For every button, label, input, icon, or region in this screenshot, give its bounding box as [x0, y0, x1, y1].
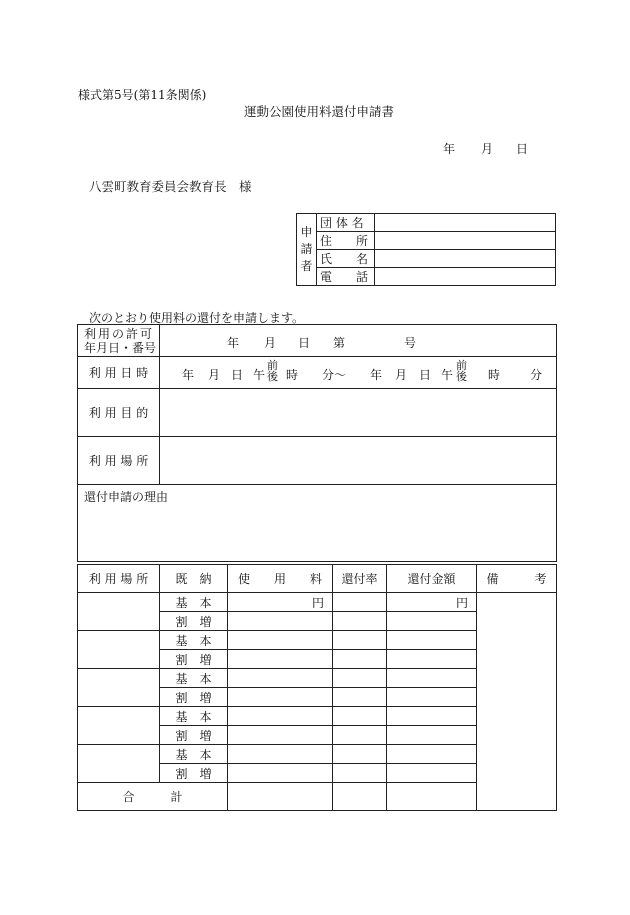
fee-row-kihon-label: 基 本 — [160, 707, 228, 726]
dt-start-go: 午 — [253, 368, 266, 382]
total-fee[interactable] — [228, 783, 333, 811]
dt-end-minute: 分 — [530, 368, 543, 382]
purpose-label: 利 用 目 的 — [78, 389, 160, 437]
applicant-name-label: 氏 名 — [317, 250, 375, 268]
fee-row-place[interactable] — [78, 707, 160, 745]
fee-row-warimashi-amount[interactable] — [387, 764, 477, 783]
col-header-place: 利 用 場 所 — [78, 565, 160, 593]
fee-row-warimashi-amount[interactable] — [387, 650, 477, 669]
col-header-refund-rate: 還付率 — [333, 565, 387, 593]
fee-row-kihon-label: 基 本 — [160, 745, 228, 764]
fee-row-kihon-rate[interactable] — [333, 669, 387, 688]
applicant-org-label: 団 体 名 — [317, 214, 375, 232]
dt-end-ampm: 前 後 — [456, 359, 467, 383]
date-day-label: 日 — [516, 142, 529, 156]
fee-row-kihon-rate[interactable] — [333, 707, 387, 726]
total-label: 合 計 — [78, 783, 228, 811]
dt-start-month: 月 — [208, 368, 221, 382]
fee-row-warimashi-label: 割 増 — [160, 650, 228, 669]
fee-row-warimashi-fee[interactable] — [228, 764, 333, 783]
usage-info-table — [77, 324, 557, 562]
dt-end-hour: 時 — [488, 368, 501, 382]
fee-row-warimashi-amount[interactable] — [387, 612, 477, 631]
fee-row-kihon-amount[interactable] — [387, 707, 477, 726]
yen-unit: 円 — [455, 595, 468, 610]
fee-row-warimashi-rate[interactable] — [333, 612, 387, 631]
fee-row-kihon-amount[interactable] — [387, 631, 477, 650]
fee-row-kihon-amount[interactable] — [387, 745, 477, 764]
place-label: 利 用 場 所 — [78, 437, 160, 485]
fee-row-place[interactable] — [78, 745, 160, 783]
fee-row-warimashi-rate[interactable] — [333, 688, 387, 707]
dt-start-day: 日 — [231, 368, 244, 382]
permit-day: 日 — [298, 336, 311, 350]
fee-row-warimashi-fee[interactable] — [228, 650, 333, 669]
permit-field[interactable] — [160, 325, 557, 357]
fee-row-kihon-amount[interactable] — [387, 669, 477, 688]
fee-row-warimashi-fee[interactable] — [228, 612, 333, 631]
fee-row-warimashi-fee[interactable] — [228, 726, 333, 745]
applicant-phone-field[interactable] — [375, 268, 556, 286]
applicant-phone-label: 電 話 — [317, 268, 375, 286]
form-title: 運動公園使用料還付申請書 — [244, 104, 395, 119]
total-rate[interactable] — [333, 783, 387, 811]
datetime-field[interactable] — [160, 357, 557, 389]
applicant-address-field[interactable] — [375, 232, 556, 250]
fee-row-kihon-fee[interactable] — [228, 669, 333, 688]
fee-row-place[interactable] — [78, 669, 160, 707]
dt-start-ampm: 前 後 — [267, 359, 278, 383]
permit-no-suffix: 号 — [404, 336, 417, 350]
form-number: 様式第5号(第11条関係) — [78, 88, 207, 102]
col-header-fee: 使 用 料 — [228, 565, 333, 593]
place-field[interactable] — [160, 437, 557, 485]
fee-row-warimashi-rate[interactable] — [333, 764, 387, 783]
dt-start-year: 年 — [182, 368, 195, 382]
fee-row-warimashi-label: 割 増 — [160, 688, 228, 707]
applicant-table — [296, 213, 556, 286]
fee-row-warimashi-rate[interactable] — [333, 650, 387, 669]
col-header-refund-amount: 還付金額 — [387, 565, 477, 593]
dt-start-minute: 分〜 — [322, 368, 347, 382]
dt-end-month: 月 — [395, 368, 408, 382]
permit-no-prefix: 第 — [333, 336, 346, 350]
fee-row-warimashi-rate[interactable] — [333, 726, 387, 745]
dt-end-year: 年 — [370, 368, 383, 382]
recipient: 八雲町教育委員会教育長 様 — [89, 179, 252, 194]
yen-unit: 円 — [311, 595, 324, 610]
fee-detail-table — [77, 564, 557, 811]
fee-row-warimashi-amount[interactable] — [387, 726, 477, 745]
permit-label: 利用の許可 年月日・番号 — [78, 325, 160, 357]
date-year-label: 年 — [443, 142, 456, 156]
reason-label: 還付申請の理由 — [84, 490, 169, 504]
fee-row-kihon-label: 基 本 — [160, 631, 228, 650]
applicant-name-field[interactable] — [375, 250, 556, 268]
dt-end-go: 午 — [441, 368, 454, 382]
purpose-field[interactable] — [160, 389, 557, 437]
fee-row-kihon-label: 基 本 — [160, 669, 228, 688]
fee-row-kihon-rate[interactable] — [333, 593, 387, 612]
col-header-paid: 既 納 — [160, 565, 228, 593]
fee-row-kihon-rate[interactable] — [333, 745, 387, 764]
applicant-org-field[interactable] — [375, 214, 556, 232]
total-amount[interactable] — [387, 783, 477, 811]
fee-row-warimashi-label: 割 増 — [160, 764, 228, 783]
fee-row-place[interactable] — [78, 593, 160, 631]
dt-end-day: 日 — [419, 368, 432, 382]
applicant-label: 申 請 者 — [297, 214, 317, 286]
notes-field[interactable] — [477, 593, 557, 811]
reason-field[interactable] — [78, 485, 557, 562]
fee-row-place[interactable] — [78, 631, 160, 669]
permit-month: 月 — [264, 336, 277, 350]
datetime-label: 利 用 日 時 — [78, 357, 160, 389]
fee-row-kihon-fee[interactable] — [228, 745, 333, 764]
fee-row-warimashi-label: 割 増 — [160, 612, 228, 631]
fee-row-kihon-fee[interactable] — [228, 631, 333, 650]
fee-row-kihon-fee[interactable] — [228, 707, 333, 726]
fee-row-warimashi-label: 割 増 — [160, 726, 228, 745]
col-header-notes: 備 考 — [477, 565, 557, 593]
fee-row-kihon-rate[interactable] — [333, 631, 387, 650]
fee-row-warimashi-amount[interactable] — [387, 688, 477, 707]
fee-row-kihon-amount[interactable] — [387, 593, 477, 612]
applicant-address-label: 住 所 — [317, 232, 375, 250]
dt-start-hour: 時 — [286, 368, 299, 382]
fee-row-kihon-fee[interactable] — [228, 593, 333, 612]
permit-year: 年 — [227, 336, 240, 350]
fee-row-warimashi-fee[interactable] — [228, 688, 333, 707]
intro-text: 次のとおり使用料の還付を申請します。 — [89, 311, 305, 325]
fee-row-kihon-label: 基 本 — [160, 593, 228, 612]
date-month-label: 月 — [481, 142, 494, 156]
